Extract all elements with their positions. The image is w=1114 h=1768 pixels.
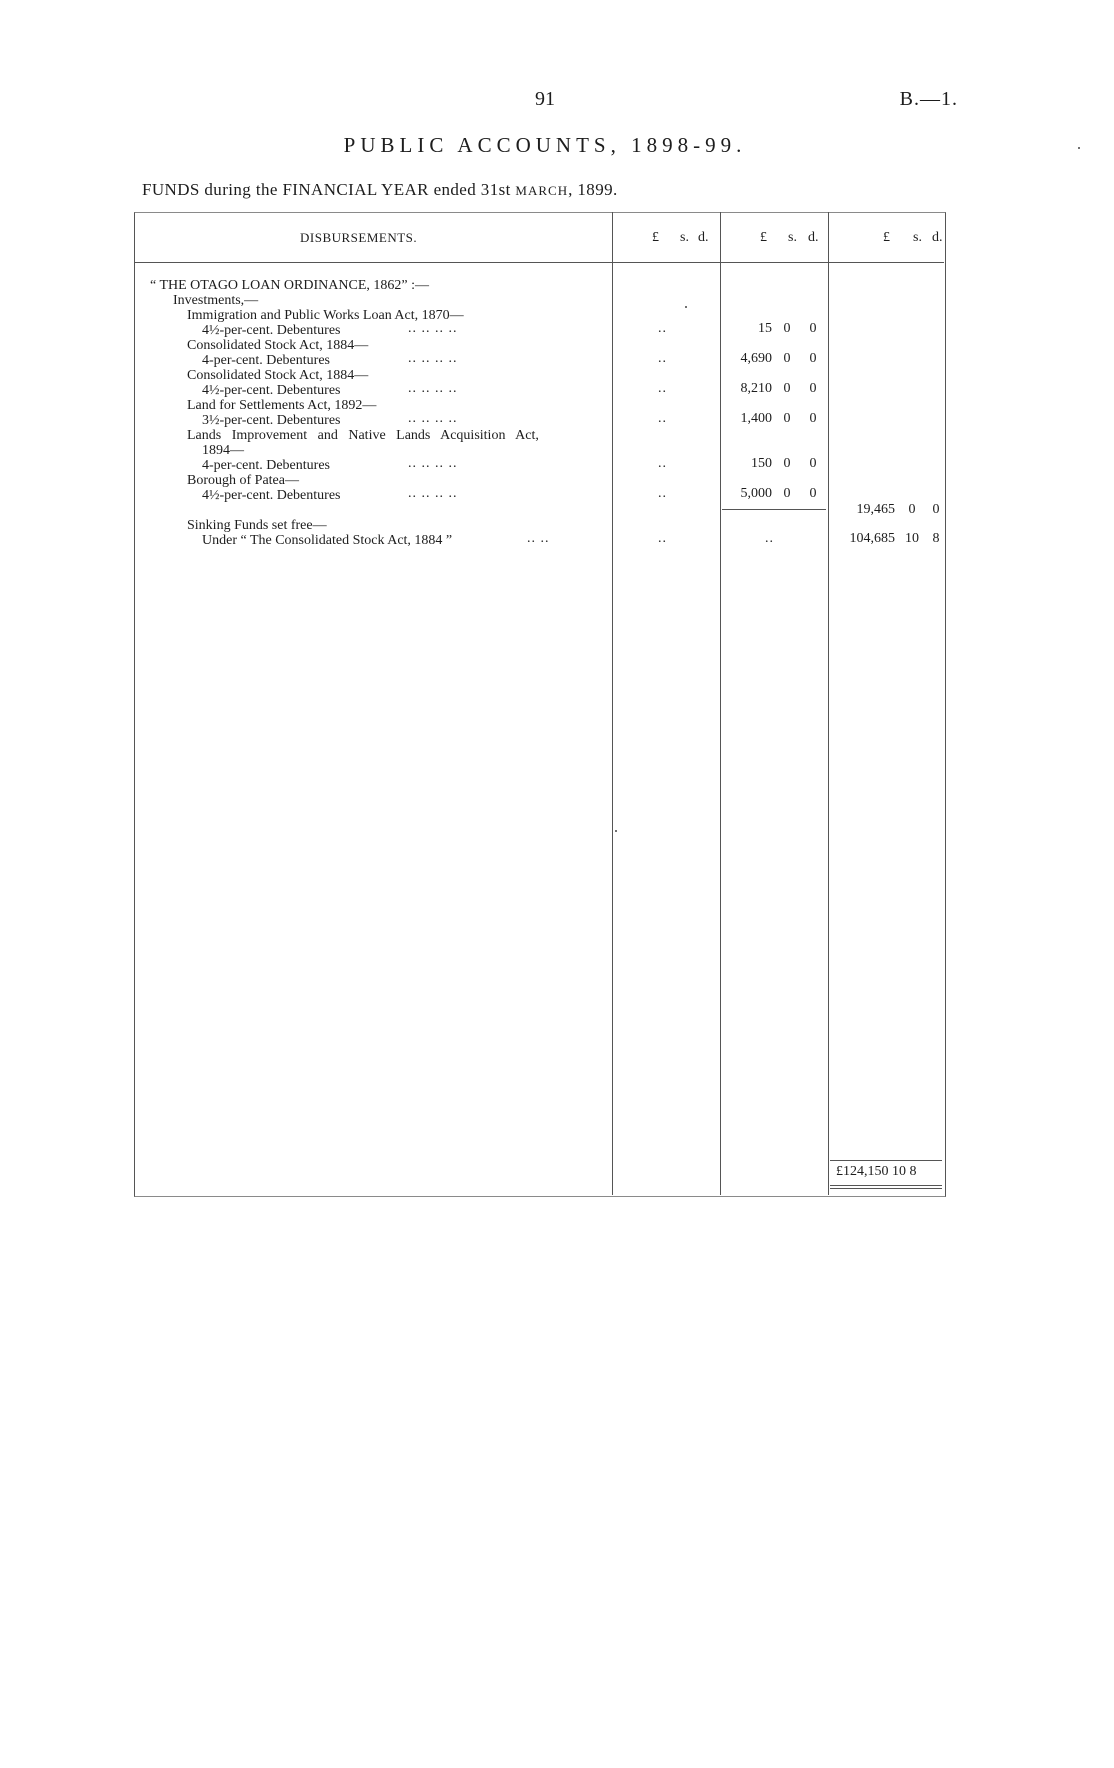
act-label-1870: Immigration and Public Works Loan Act, 1870— <box>187 308 464 323</box>
subtitle-prefix: FUNDS during the FINANCIAL YEAR ended 31st <box>142 180 516 199</box>
col2-pound-heading: £ <box>760 230 767 245</box>
debenture-line-5: 4-per-cent. Debentures <box>202 458 330 473</box>
print-speck <box>1078 147 1080 149</box>
leader-dots-2: .. .. .. .. <box>408 351 458 366</box>
debenture-line-1: 4½-per-cent. Debentures <box>202 323 341 338</box>
amount-pence-2: 0 <box>809 351 817 366</box>
column-divider-3 <box>828 212 829 1195</box>
subtitle-month: MARCH <box>515 183 569 198</box>
document-code: B.—1. <box>899 88 958 110</box>
amount-shillings-6: 0 <box>783 486 791 501</box>
leader-dots-6: .. .. .. .. <box>408 486 458 501</box>
debenture-line-4: 3½-per-cent. Debentures <box>202 413 341 428</box>
amount-pence-5: 0 <box>809 456 817 471</box>
col2-shillings-heading: s. <box>788 230 797 245</box>
sinking-leader-dots: .. .. <box>527 531 550 546</box>
investments-total-pence: 0 <box>932 502 940 517</box>
col3-pound-heading: £ <box>883 230 890 245</box>
debenture-line-3: 4½-per-cent. Debentures <box>202 383 341 398</box>
debenture-line-2: 4-per-cent. Debentures <box>202 353 330 368</box>
investments-total-pound: 19,465 <box>856 502 895 517</box>
act-label-1894: Lands Improvement and Native Lands Acquisition Act, <box>187 428 539 443</box>
amount-pound-6: 5,000 <box>740 486 772 501</box>
amount-shillings-3: 0 <box>783 381 791 396</box>
header-rule <box>134 262 944 263</box>
sinking-funds-line: Under “ The Consolidated Stock Act, 1884 ” <box>202 533 453 548</box>
subtitle-suffix: , 1899. <box>568 180 618 199</box>
sinking-funds-label: Sinking Funds set free— <box>187 518 327 533</box>
page-number: 91 <box>535 88 555 110</box>
sinking-col1-dots: .. <box>658 531 667 546</box>
amount-pence-4: 0 <box>809 411 817 426</box>
leader-dots-1: .. .. .. .. <box>408 321 458 336</box>
col1-shillings-heading: s. <box>680 230 689 245</box>
col2-pence-heading: d. <box>808 230 819 245</box>
act-label-1884-b: Consolidated Stock Act, 1884— <box>187 368 369 383</box>
col3-pence-heading: d. <box>932 230 943 245</box>
grand-total-rule-1 <box>830 1185 942 1186</box>
column-divider-1 <box>612 212 613 1195</box>
grand-total: £124,150 10 8 <box>836 1164 917 1179</box>
print-speck <box>685 306 687 308</box>
leader-dots-5: .. .. .. .. <box>408 456 458 471</box>
document-subtitle <box>142 180 618 200</box>
grand-total-rule-2 <box>830 1188 942 1189</box>
subtotal-rule <box>722 509 826 510</box>
amount-pound-2: 4,690 <box>740 351 772 366</box>
act-label-1894-year: 1894— <box>202 443 244 458</box>
col1-dots-1: .. <box>658 321 667 336</box>
amount-shillings-5: 0 <box>783 456 791 471</box>
amount-pound-1: 15 <box>758 321 772 336</box>
investments-total-shillings: 0 <box>908 502 916 517</box>
leader-dots-4: .. .. .. .. <box>408 411 458 426</box>
col1-dots-4: .. <box>658 411 667 426</box>
sinking-total-shillings: 10 <box>905 531 919 546</box>
borough-label: Borough of Patea— <box>187 473 299 488</box>
amount-pence-1: 0 <box>809 321 817 336</box>
amount-shillings-1: 0 <box>783 321 791 336</box>
grand-total-rule-top <box>830 1160 942 1161</box>
act-label-1892: Land for Settlements Act, 1892— <box>187 398 377 413</box>
col1-dots-5: .. <box>658 456 667 471</box>
sinking-col2-dots: .. <box>765 531 774 546</box>
amount-pence-3: 0 <box>809 381 817 396</box>
sinking-total-pound: 104,685 <box>849 531 895 546</box>
col1-pound-heading: £ <box>652 230 659 245</box>
ordinance-heading: “ THE OTAGO LOAN ORDINANCE, 1862” :— <box>150 278 429 293</box>
col1-dots-3: .. <box>658 381 667 396</box>
col1-dots-6: .. <box>658 486 667 501</box>
amount-pound-4: 1,400 <box>740 411 772 426</box>
sinking-total-pence: 8 <box>932 531 940 546</box>
col3-shillings-heading: s. <box>913 230 922 245</box>
investments-label: Investments,— <box>173 293 259 308</box>
act-label-1884-a: Consolidated Stock Act, 1884— <box>187 338 369 353</box>
amount-pence-6: 0 <box>809 486 817 501</box>
col1-pence-heading: d. <box>698 230 709 245</box>
amount-shillings-4: 0 <box>783 411 791 426</box>
debenture-line-6: 4½-per-cent. Debentures <box>202 488 341 503</box>
amount-pound-3: 8,210 <box>740 381 772 396</box>
disbursements-heading: DISBURSEMENTS. <box>300 230 418 245</box>
amount-pound-5: 150 <box>751 456 772 471</box>
document-title: PUBLIC ACCOUNTS, 1898-99. <box>343 133 747 157</box>
leader-dots-3: .. .. .. .. <box>408 381 458 396</box>
print-speck <box>615 830 617 832</box>
col1-dots-2: .. <box>658 351 667 366</box>
amount-shillings-2: 0 <box>783 351 791 366</box>
